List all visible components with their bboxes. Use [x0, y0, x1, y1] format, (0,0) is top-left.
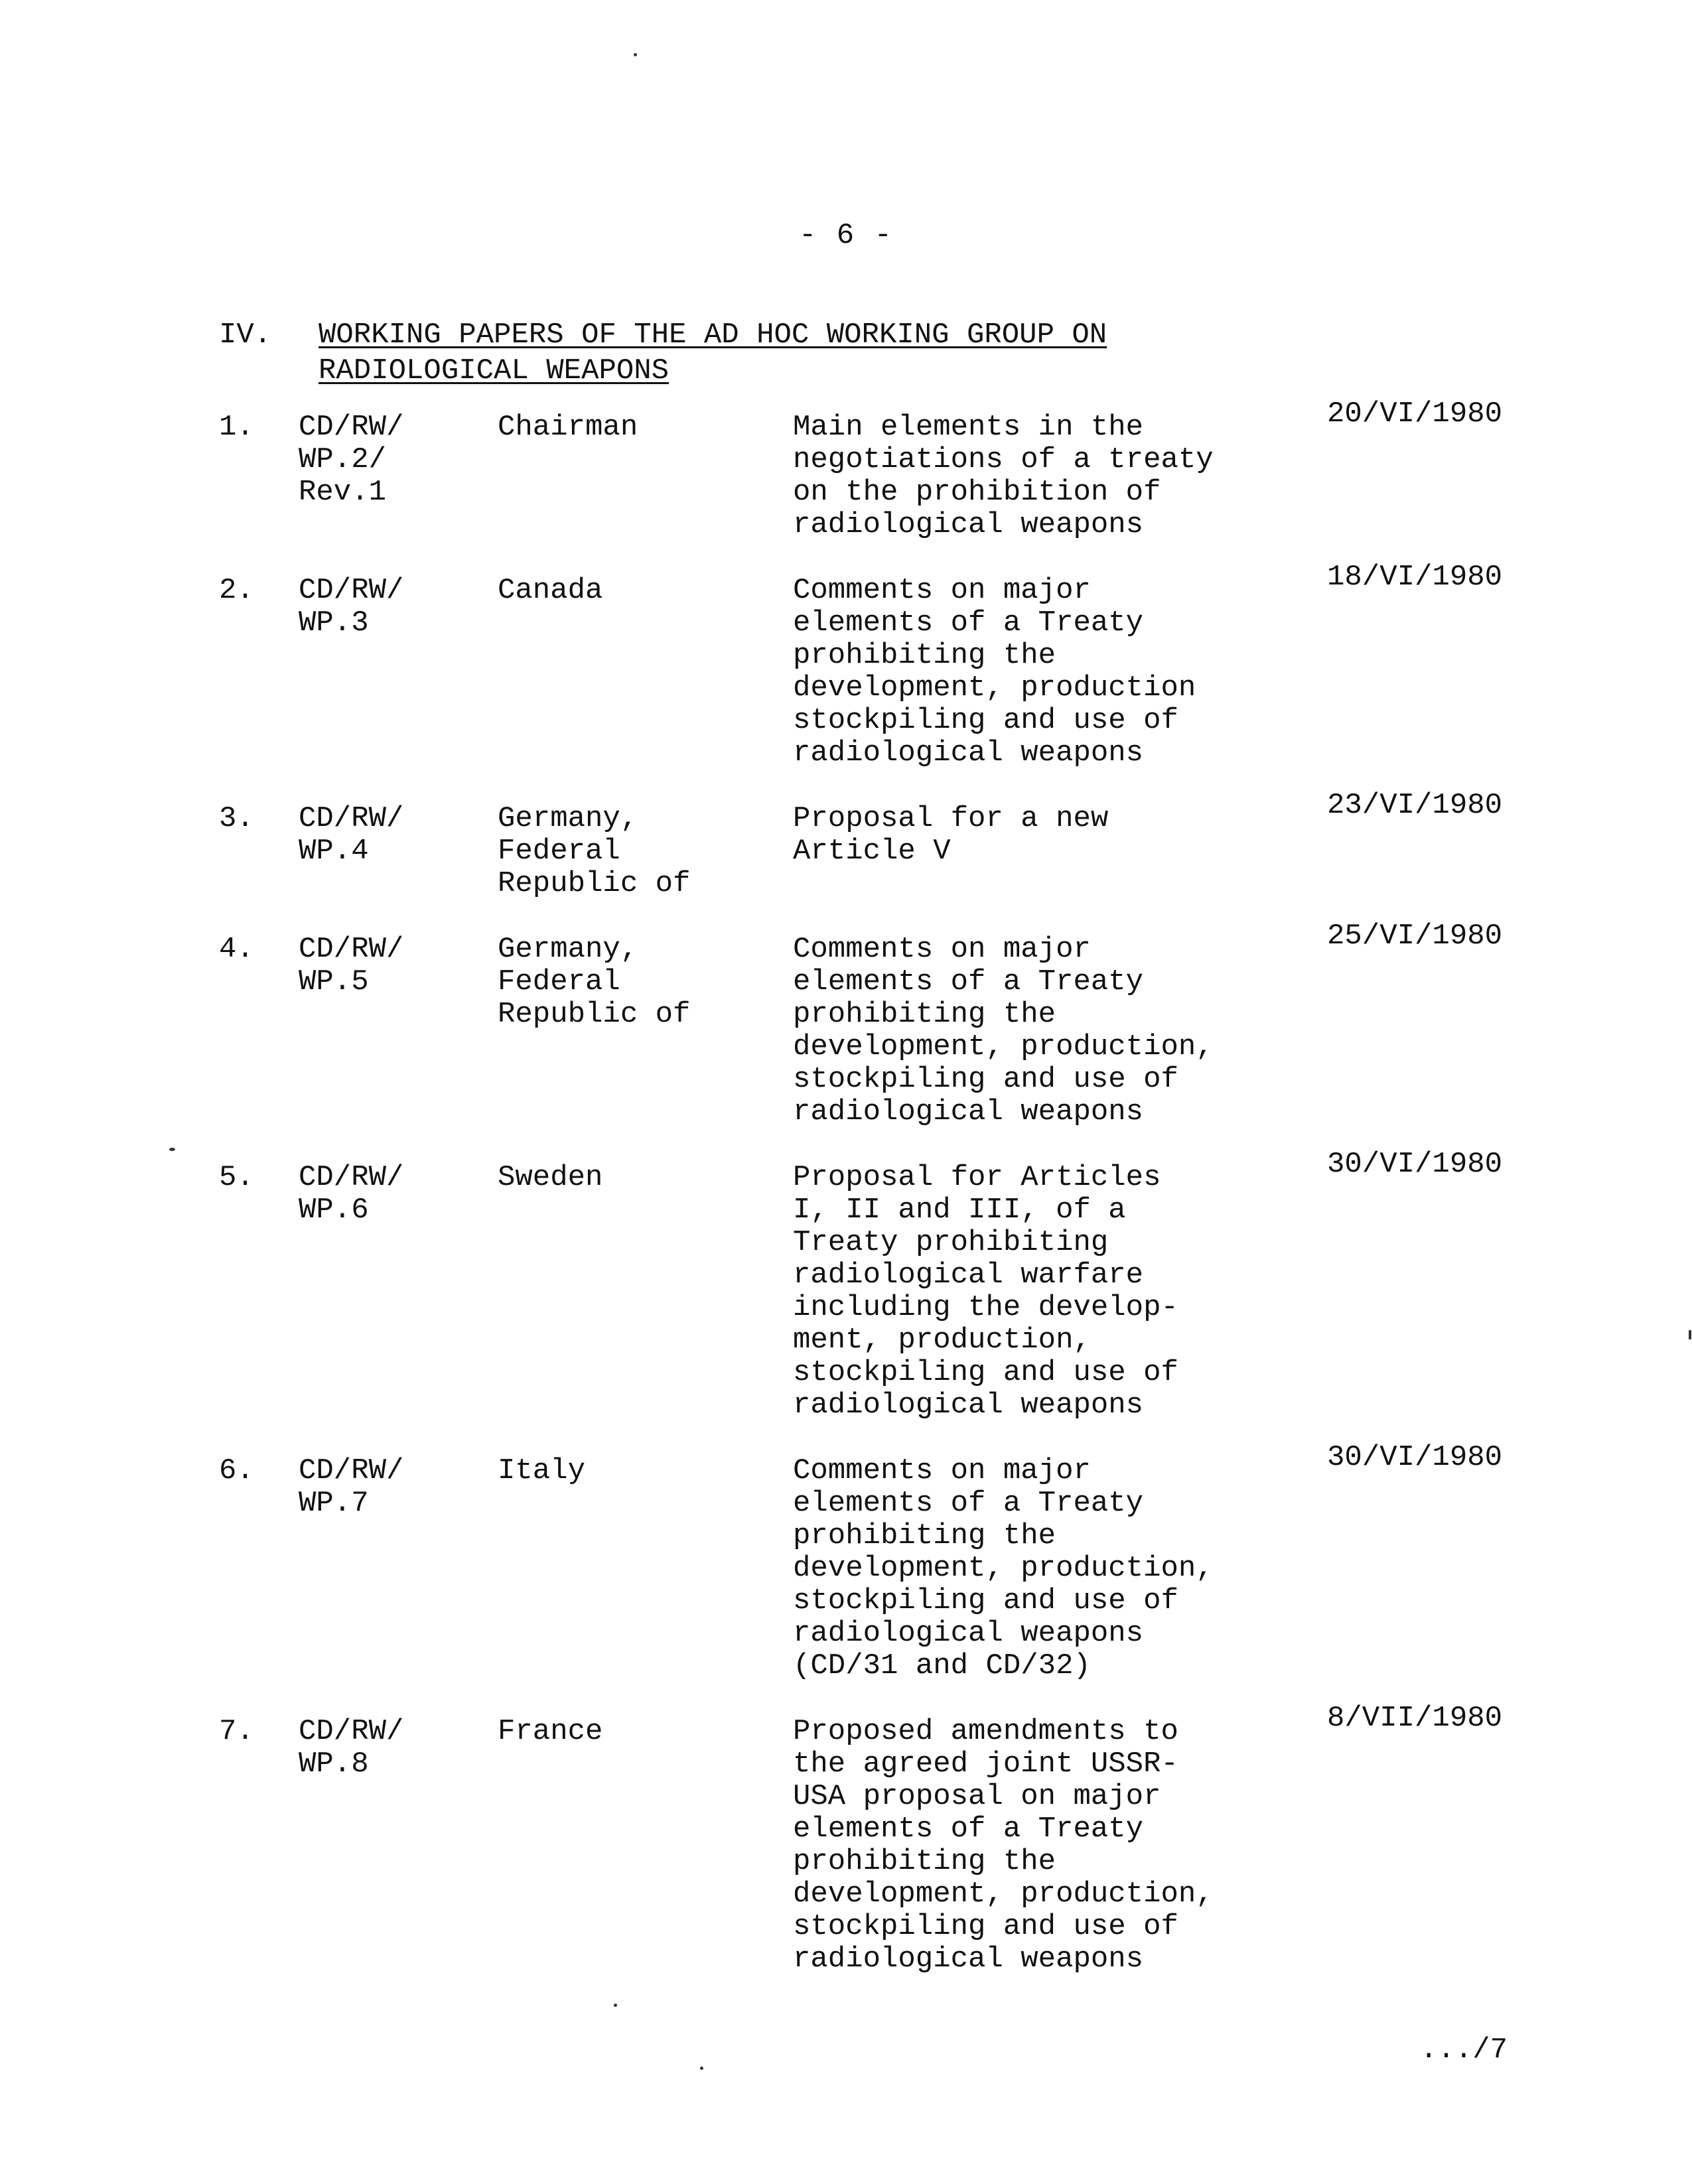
- entry-number: 7.: [219, 1715, 254, 1748]
- document-date: 23/VI/1980: [1327, 789, 1503, 822]
- document-symbol: CD/RW/ WP.5: [299, 933, 404, 998]
- document-title: Proposal for a new Article V: [793, 802, 1109, 868]
- document-symbol: CD/RW/ WP.6: [299, 1161, 404, 1227]
- list-item: [219, 920, 1546, 1128]
- document-title: Proposal for Articles I, II and III, of a Treaty prohibiting radiological warfare including the develop- ment, production, stockpiling and use of radiological weapons: [793, 1161, 1178, 1422]
- section-title: [318, 317, 1107, 389]
- list-item: [219, 1148, 1546, 1422]
- scan-speck: [169, 1148, 175, 1151]
- sponsor: Germany, Federal Republic of: [498, 933, 691, 1031]
- entry-number: 4.: [219, 933, 254, 966]
- scan-speck: [614, 2004, 617, 2007]
- working-papers-list: [219, 397, 1546, 2009]
- document-title: Main elements in the negotiations of a treaty on the prohibition of radiological weapons: [793, 411, 1214, 541]
- document-date: 30/VI/1980: [1327, 1441, 1503, 1474]
- document-title: Comments on major elements of a Treaty prohibiting the development, production, stockpiling and use of radiological weapons (CD/31 and CD/32): [793, 1454, 1214, 1682]
- sponsor: Sweden: [498, 1161, 603, 1194]
- document-symbol: CD/RW/ WP.8: [299, 1715, 404, 1781]
- list-item: [219, 789, 1546, 900]
- scan-speck: [700, 2067, 703, 2070]
- document-symbol: CD/RW/ WP.2/ Rev.1: [299, 411, 404, 509]
- document-title: Comments on major elements of a Treaty prohibiting the development, production stockpiling and use of radiological weapons: [793, 574, 1196, 770]
- sponsor: Canada: [498, 574, 603, 607]
- list-item: [219, 1441, 1546, 1682]
- scan-speck: [634, 53, 637, 56]
- document-title: Comments on major elements of a Treaty prohibiting the development, production, stockpiling and use of radiological weapons: [793, 933, 1214, 1128]
- document-symbol: CD/RW/ WP.3: [299, 574, 404, 640]
- document-date: 8/VII/1980: [1327, 1702, 1503, 1735]
- section-title-line-2: RADIOLOGICAL WEAPONS: [318, 354, 670, 387]
- document-title: Proposed amendments to the agreed joint USSR- USA proposal on major elements of a Treaty prohibiting the development, production, stockpiling and use of radiological weapons: [793, 1715, 1214, 1976]
- sponsor: Italy: [498, 1454, 586, 1487]
- list-item: [219, 561, 1546, 770]
- list-item: [219, 1702, 1546, 1976]
- sponsor: Germany, Federal Republic of: [498, 802, 691, 900]
- scan-speck: [1689, 1330, 1691, 1339]
- document-date: 30/VI/1980: [1327, 1148, 1503, 1181]
- document-date: 25/VI/1980: [1327, 920, 1503, 953]
- section-title-line-1: WORKING PAPERS OF THE AD HOC WORKING GROUP ON: [318, 318, 1107, 352]
- document-date: 20/VI/1980: [1327, 397, 1503, 431]
- page-number: - 6 -: [798, 219, 894, 252]
- entry-number: 5.: [219, 1161, 254, 1194]
- document-date: 18/VI/1980: [1327, 561, 1503, 594]
- continuation-marker: .../7: [1420, 2033, 1508, 2067]
- entry-number: 2.: [219, 574, 254, 607]
- list-item: [219, 397, 1546, 541]
- sponsor: France: [498, 1715, 603, 1748]
- document-symbol: CD/RW/ WP.7: [299, 1454, 404, 1520]
- document-symbol: CD/RW/ WP.4: [299, 802, 404, 868]
- entry-number: 3.: [219, 802, 254, 835]
- sponsor: Chairman: [498, 411, 638, 444]
- section-number: IV.: [219, 318, 272, 352]
- entry-number: 1.: [219, 411, 254, 444]
- entry-number: 6.: [219, 1454, 254, 1487]
